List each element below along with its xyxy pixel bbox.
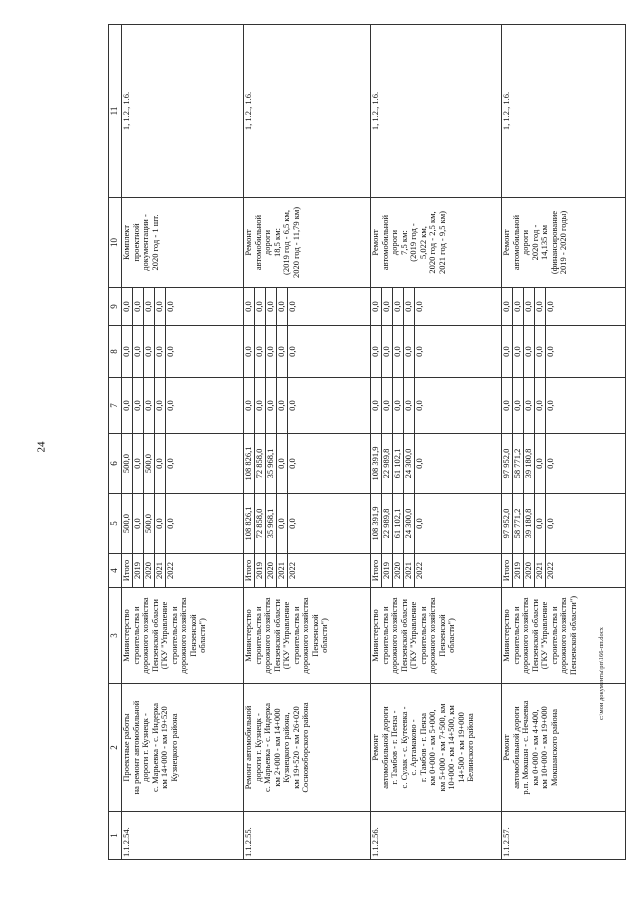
year-cell: 2019	[255, 554, 266, 588]
value-cell: 0,0	[288, 378, 371, 434]
value-cell: 0,0	[277, 378, 288, 434]
value-cell: 0,0	[382, 326, 393, 378]
event-name: Ремонт автомобильной дороги г. Тамбов - г. Пенза - с. Сулак - с. Кутеевка - с. Артамаково - г. Тамбов - г. Пенза км 0+000 - км 5+000, км 5+000 - км 7+500, км 10+000 - км 14+500, км 14+500 - км 19+000 Белинского района	[371, 684, 502, 812]
executor: Министерство строительства и дорожного хозяйства Пензенской области (ГКУ "Управление строительства и дорожного хозяйства Пензенской области")	[502, 588, 626, 684]
table-row	[371, 25, 382, 860]
value-cell: 0,0	[502, 288, 513, 326]
value-cell: 58 771,2	[513, 434, 524, 494]
value-cell: 0,0	[144, 326, 155, 378]
table-row	[244, 25, 255, 860]
year-cell: 2022	[288, 554, 371, 588]
value-cell: 0,0	[255, 326, 266, 378]
value-cell: 0,0	[502, 378, 513, 434]
value-cell: 0,0	[415, 288, 502, 326]
year-cell: 2021	[404, 554, 415, 588]
value-cell: 0,0	[415, 326, 502, 378]
value-cell: 58 771,2	[513, 494, 524, 554]
value-cell: 0,0	[155, 326, 166, 378]
value-cell: 0,0	[122, 378, 133, 434]
header-cell: 7	[109, 378, 122, 434]
value-cell: 0,0	[244, 326, 255, 378]
table-body	[122, 25, 626, 860]
value-cell: 0,0	[133, 326, 144, 378]
value-cell: 0,0	[524, 288, 535, 326]
year-cell: 2020	[144, 554, 155, 588]
value-cell: 0,0	[546, 434, 626, 494]
year-cell: 2021	[155, 554, 166, 588]
value-cell: 0,0	[277, 288, 288, 326]
program-table	[108, 24, 626, 860]
value-cell: 72 858,0	[255, 494, 266, 554]
value-cell: 0,0	[404, 326, 415, 378]
value-cell: 0,0	[166, 326, 244, 378]
value-cell: 61 102,1	[393, 434, 404, 494]
rotated-table-region	[108, 25, 598, 860]
header-cell: 11	[109, 25, 122, 198]
executor: Министерство строительства и дорожного хозяйства Пензенской области (ГКУ "Управление строительства и дорожного хозяйства Пензенской области")	[371, 588, 502, 684]
value-cell: 500,0	[144, 434, 155, 494]
value-cell: 0,0	[277, 434, 288, 494]
value-cell: 0,0	[404, 288, 415, 326]
row-number: 1.1.2.56.	[371, 812, 502, 860]
value-cell: 0,0	[415, 494, 502, 554]
value-cell: 0,0	[133, 378, 144, 434]
year-cell: 2022	[415, 554, 502, 588]
value-cell: 0,0	[535, 288, 546, 326]
value-cell: 0,0	[382, 288, 393, 326]
indicator-ref: 1, 1.2., 1.6.	[122, 25, 244, 198]
header-cell: 9	[109, 288, 122, 326]
value-cell: 0,0	[393, 288, 404, 326]
row-number: 1.1.2.54.	[122, 812, 244, 860]
value-cell: 0,0	[255, 378, 266, 434]
value-cell: 0,0	[535, 378, 546, 434]
event-name: Ремонт автомобильной дороги р.п. Мокшан - с. Нечаевка км 0+000 - км 4+400, км 10+000 - км 19+000 Мокшанского района	[502, 684, 626, 812]
value-cell: 0,0	[513, 378, 524, 434]
value-cell: 108 826,1	[244, 494, 255, 554]
value-cell: 0,0	[371, 326, 382, 378]
value-cell: 0,0	[546, 378, 626, 434]
header-cell: 6	[109, 434, 122, 494]
value-cell: 0,0	[382, 378, 393, 434]
row-number: 1.1.2.55.	[244, 812, 371, 860]
value-cell: 0,0	[502, 326, 513, 378]
value-cell: 0,0	[244, 288, 255, 326]
value-cell: 0,0	[546, 494, 626, 554]
value-cell: 24 300,0	[404, 494, 415, 554]
year-cell: 2021	[277, 554, 288, 588]
value-cell: 0,0	[155, 494, 166, 554]
value-cell: 0,0	[122, 288, 133, 326]
value-cell: 0,0	[513, 326, 524, 378]
header-cell: 1	[109, 812, 122, 860]
year-cell: 2022	[546, 554, 626, 588]
value-cell: 0,0	[546, 326, 626, 378]
value-cell: 0,0	[255, 288, 266, 326]
value-cell: 0,0	[393, 378, 404, 434]
value-cell: 72 858,0	[255, 434, 266, 494]
value-cell: 0,0	[133, 494, 144, 554]
header-cell: 5	[109, 494, 122, 554]
value-cell: 0,0	[166, 378, 244, 434]
year-cell: Итого	[244, 554, 255, 588]
year-cell: 2021	[535, 554, 546, 588]
year-cell: Итого	[122, 554, 133, 588]
executor: Министерство строительства и дорожного хозяйства Пензенской области (ГКУ "Управление строительства и дорожного хозяйства Пензенской области")	[122, 588, 244, 684]
value-cell: 97 952,0	[502, 434, 513, 494]
year-cell: 2019	[513, 554, 524, 588]
year-cell: 2019	[133, 554, 144, 588]
result-indicator: Ремонт автомобильной дороги 7,5 км: (2019 год - 5,022 км, 2020 год - 2,5 км, 2021 год - 9,5 км)	[371, 198, 502, 288]
value-cell: 0,0	[535, 434, 546, 494]
year-cell: 2019	[382, 554, 393, 588]
value-cell: 0,0	[244, 378, 255, 434]
year-cell: 2020	[524, 554, 535, 588]
row-number: 1.1.2.57.	[502, 812, 626, 860]
value-cell: 0,0	[155, 434, 166, 494]
value-cell: 0,0	[371, 378, 382, 434]
event-name: Ремонт автомобильной дороги г. Кузнецк - с. Марьевка - с. Индерка км 2+000 - км 14+000 Кузнецкого района, км 19+520 - км 26+020 Сосновоборского района	[244, 684, 371, 812]
value-cell: 0,0	[546, 288, 626, 326]
value-cell: 0,0	[277, 326, 288, 378]
value-cell: 0,0	[393, 326, 404, 378]
result-indicator: Ремонт автомобильной дороги 2020 год - 14,135 км (финансирование 2019 - 2020 годы)	[502, 198, 626, 288]
value-cell: 0,0	[266, 326, 277, 378]
value-cell: 24 300,0	[404, 434, 415, 494]
value-cell: 0,0	[266, 378, 277, 434]
value-cell: 0,0	[166, 434, 244, 494]
value-cell: 35 968,1	[266, 494, 277, 554]
value-cell: 22 989,8	[382, 494, 393, 554]
footer-path: c:\мои документы\рп\166-пп.docx	[598, 627, 605, 720]
value-cell: 0,0	[266, 288, 277, 326]
value-cell: 108 826,1	[244, 434, 255, 494]
table-row	[502, 25, 513, 860]
value-cell: 0,0	[144, 288, 155, 326]
value-cell: 0,0	[524, 326, 535, 378]
value-cell: 0,0	[535, 326, 546, 378]
table-row	[122, 25, 133, 860]
value-cell: 0,0	[277, 494, 288, 554]
value-cell: 0,0	[404, 378, 415, 434]
header-cell: 3	[109, 588, 122, 684]
year-cell: 2020	[393, 554, 404, 588]
header-cell: 10	[109, 198, 122, 288]
value-cell: 61 102,1	[393, 494, 404, 554]
year-cell: Итого	[502, 554, 513, 588]
value-cell: 0,0	[144, 378, 155, 434]
page-number: 24	[35, 441, 48, 453]
value-cell: 108 391,9	[371, 434, 382, 494]
indicator-ref: 1, 1.2., 1.6.	[244, 25, 371, 198]
value-cell: 39 180,8	[524, 434, 535, 494]
value-cell: 0,0	[524, 378, 535, 434]
header-cell: 4	[109, 554, 122, 588]
header-cell: 8	[109, 326, 122, 378]
value-cell: 0,0	[535, 494, 546, 554]
year-cell: Итого	[371, 554, 382, 588]
year-cell: 2022	[166, 554, 244, 588]
value-cell: 0,0	[155, 378, 166, 434]
value-cell: 0,0	[288, 288, 371, 326]
header-row	[109, 25, 122, 860]
value-cell: 97 952,0	[502, 494, 513, 554]
value-cell: 39 180,8	[524, 494, 535, 554]
value-cell: 0,0	[415, 434, 502, 494]
executor: Министерство строительства и дорожного хозяйства Пензенской области (ГКУ "Управление строительства и дорожного хозяйства Пензенской области")	[244, 588, 371, 684]
value-cell: 108 391,9	[371, 494, 382, 554]
event-name: Проектные работы на ремонт автомобильной дороги г. Кузнецк - с. Марьевка - с. Индерка км 14+000 - км 19+520 Кузнецкого района	[122, 684, 244, 812]
value-cell: 0,0	[155, 288, 166, 326]
value-cell: 500,0	[144, 494, 155, 554]
value-cell: 0,0	[371, 288, 382, 326]
indicator-ref: 1, 1.2., 1.6.	[371, 25, 502, 198]
indicator-ref: 1, 1.2., 1.6.	[502, 25, 626, 198]
result-indicator: Ремонт автомобильной дороги 18,5 км: (2019 год - 6,5 км, 2020 год - 11,79 км)	[244, 198, 371, 288]
value-cell: 500,0	[122, 434, 133, 494]
value-cell: 35 968,1	[266, 434, 277, 494]
value-cell: 0,0	[133, 288, 144, 326]
value-cell: 0,0	[166, 494, 244, 554]
value-cell: 500,0	[122, 494, 133, 554]
value-cell: 22 989,8	[382, 434, 393, 494]
value-cell: 0,0	[122, 326, 133, 378]
value-cell: 0,0	[288, 326, 371, 378]
year-cell: 2020	[266, 554, 277, 588]
value-cell: 0,0	[513, 288, 524, 326]
result-indicator: Комплект проектной документации - 2020 год - 1 шт.	[122, 198, 244, 288]
value-cell: 0,0	[415, 378, 502, 434]
value-cell: 0,0	[133, 434, 144, 494]
value-cell: 0,0	[288, 434, 371, 494]
value-cell: 0,0	[288, 494, 371, 554]
value-cell: 0,0	[166, 288, 244, 326]
header-cell: 2	[109, 684, 122, 812]
